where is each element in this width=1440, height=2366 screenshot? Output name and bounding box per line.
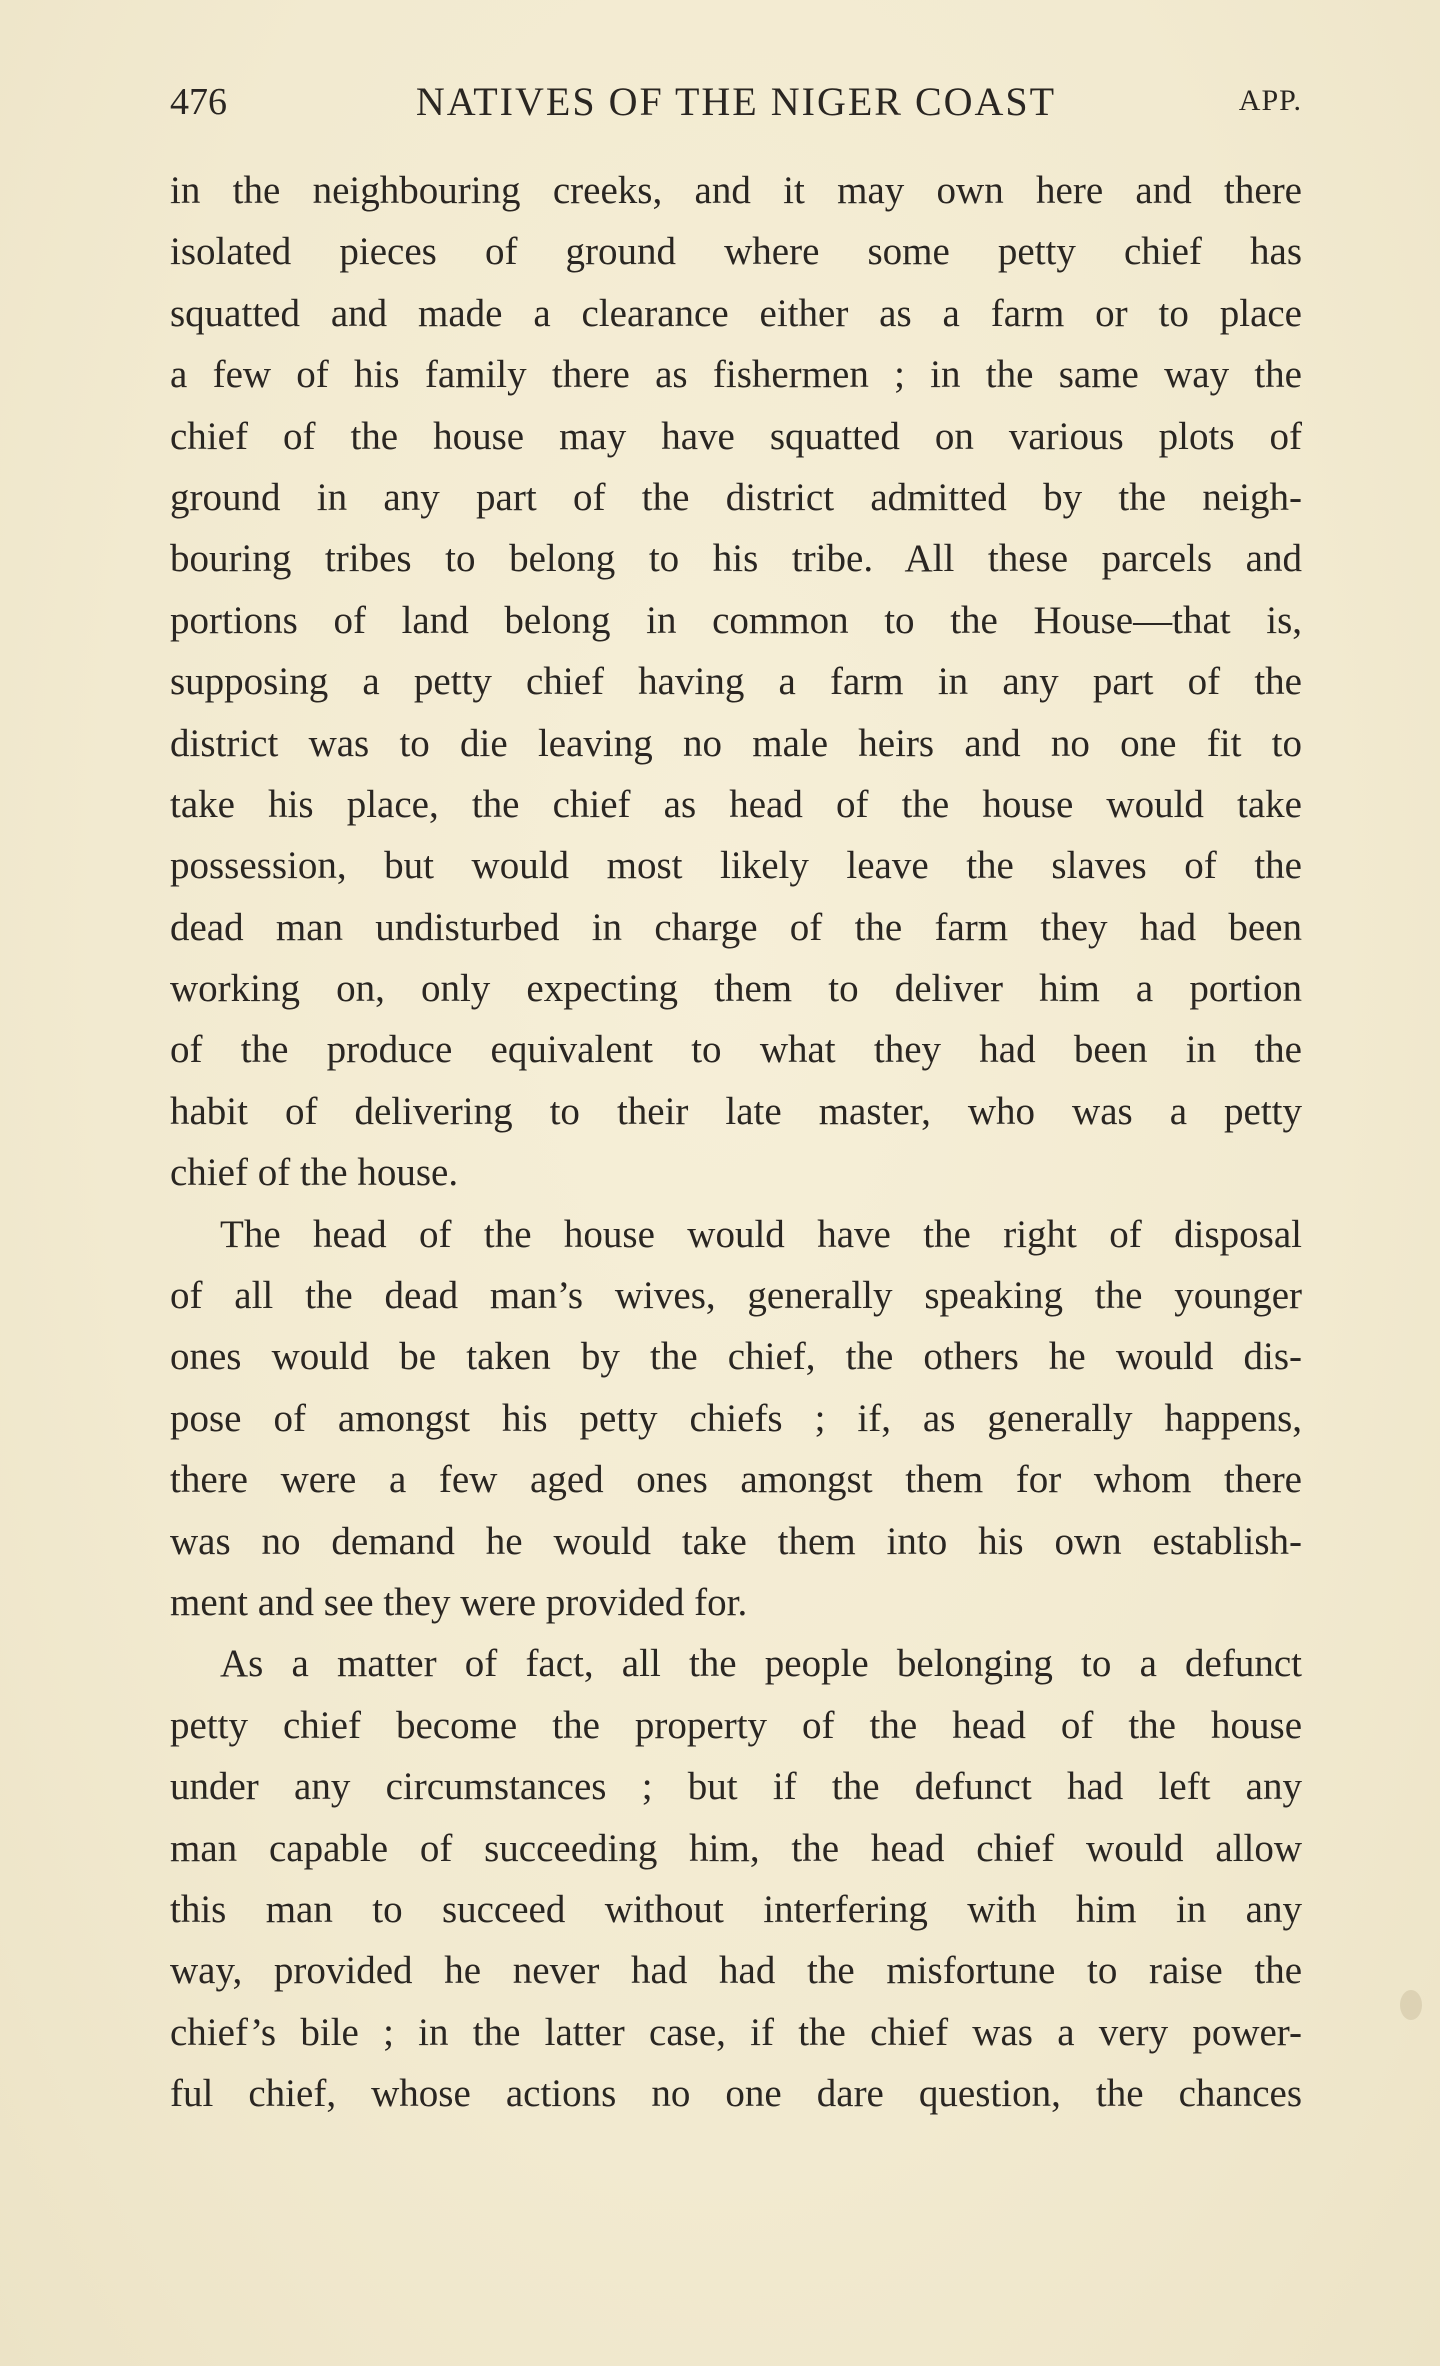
text-line: petty chief become the property of the head of the house bbox=[170, 1703, 1302, 1747]
text-line: portions of land belong in common to the House—that is, bbox=[170, 598, 1302, 642]
text-line: habit of delivering to their late master, who was a petty bbox=[170, 1089, 1302, 1133]
body-text bbox=[170, 160, 1302, 2125]
paragraph-1 bbox=[170, 160, 1302, 1204]
text-line: chief of the house. bbox=[170, 1151, 459, 1195]
paragraph-2 bbox=[170, 1204, 1302, 1634]
text-line: under any circumstances ; but if the defunct had left any bbox=[170, 1765, 1302, 1809]
running-title: NATIVES OF THE NIGER COAST bbox=[415, 79, 1057, 124]
text-line: isolated pieces of ground where some petty chief has bbox=[170, 230, 1302, 274]
text-line: was no demand he would take them into his own establish- bbox=[170, 1519, 1302, 1563]
text-line: bouring tribes to belong to his tribe. All these parcels and bbox=[170, 537, 1302, 581]
text-line: there were a few aged ones amongst them for whom there bbox=[170, 1458, 1302, 1502]
text-line: chief of the house may have squatted on various plots of bbox=[170, 414, 1302, 458]
text-line: of all the dead man’s wives, generally speaking the younger bbox=[170, 1274, 1302, 1318]
text-line: ground in any part of the district admitted by the neigh- bbox=[170, 475, 1302, 519]
text-line: take his place, the chief as head of the house would take bbox=[170, 782, 1302, 826]
text-line: way, provided he never had had the misfortune to raise the bbox=[170, 1949, 1302, 1993]
text-line: this man to succeed without interfering with him in any bbox=[170, 1887, 1302, 1931]
text-line: dead man undisturbed in charge of the farm they had been bbox=[170, 905, 1302, 949]
text-line: of the produce equivalent to what they had been in the bbox=[170, 1028, 1302, 1072]
text-line: possession, but would most likely leave the slaves of the bbox=[170, 844, 1302, 888]
paragraph-3 bbox=[170, 1633, 1302, 2124]
text-line: district was to die leaving no male heirs and no one fit to bbox=[170, 721, 1302, 765]
text-line: ful chief, whose actions no one dare question, the chances bbox=[170, 2072, 1302, 2116]
text-line: man capable of succeeding him, the head chief would allow bbox=[170, 1826, 1302, 1870]
text-line: in the neighbouring creeks, and it may own here and there bbox=[170, 169, 1302, 212]
running-head bbox=[170, 72, 1302, 132]
text-line: The head of the house would have the right of disposal bbox=[220, 1212, 1302, 1256]
text-line: ones would be taken by the chief, the others he would dis- bbox=[170, 1335, 1302, 1379]
paper-smudge bbox=[1400, 1990, 1422, 2020]
page-number: 476 bbox=[170, 81, 227, 123]
text-line: supposing a petty chief having a farm in any part of the bbox=[170, 660, 1302, 704]
text-line: a few of his family there as fishermen ; in the same way the bbox=[170, 353, 1302, 397]
text-line: As a matter of fact, all the people belonging to a defunct bbox=[220, 1642, 1302, 1686]
text-line: chief’s bile ; in the latter case, if the chief was a very power- bbox=[170, 2010, 1302, 2054]
text-line: squatted and made a clearance either as a farm or to place bbox=[170, 291, 1302, 335]
text-line: ment and see they were provided for. bbox=[170, 1580, 748, 1624]
section-marker: APP. bbox=[1238, 84, 1302, 117]
text-line: pose of amongst his petty chiefs ; if, as generally happens, bbox=[170, 1396, 1302, 1440]
text-line: working on, only expecting them to deliver him a portion bbox=[170, 967, 1302, 1011]
